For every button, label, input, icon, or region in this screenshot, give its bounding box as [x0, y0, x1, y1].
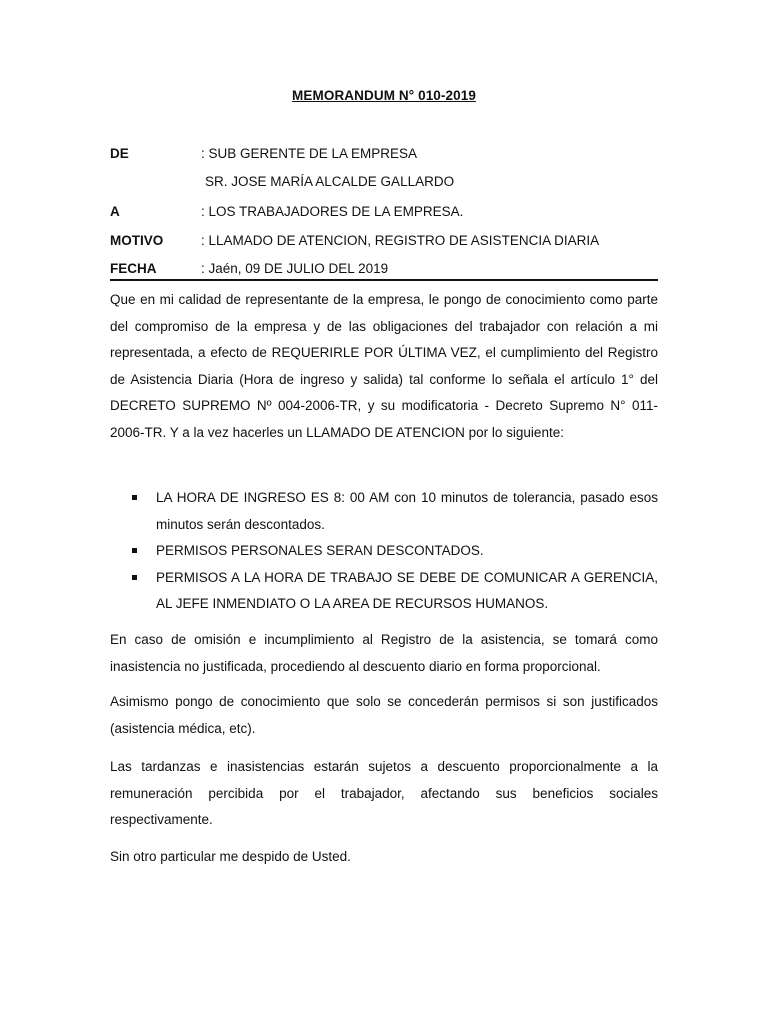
bullet-list	[110, 485, 658, 618]
a-value: : LOS TRABAJADORES DE LA EMPRESA.	[201, 204, 464, 219]
square-bullet-icon	[132, 575, 137, 580]
closing-paragraph: Sin otro particular me despido de Usted.	[110, 849, 351, 864]
memo-title: MEMORANDUM N° 010-2019	[292, 88, 476, 103]
motivo-label: MOTIVO	[110, 233, 164, 248]
motivo-value: : LLAMADO DE ATENCION, REGISTRO DE ASISTENCIA DIARIA	[201, 233, 600, 248]
de-value: : SUB GERENTE DE LA EMPRESA	[201, 146, 418, 161]
square-bullet-icon	[132, 548, 137, 553]
intro-paragraph: Que en mi calidad de representante de la empresa, le pongo de conocimiento como parte del compromiso de la empresa y de las obligaciones del trabajador con relación a mi representada, a efecto de REQUERIRLE POR ÚLTIMA VEZ, el cumplimiento del Registro de Asistencia Diaria (Hora de ingreso y salida) tal conforme lo señala el artículo 1° del DECRETO SUPREMO Nº 004-2006-TR, y su modificatoria - Decreto Supremo N° 011-2006-TR. Y a la vez hacerles un LLAMADO DE ATENCION por lo siguiente:	[110, 292, 658, 440]
bullet-text: PERMISOS PERSONALES SERAN DESCONTADOS.	[156, 543, 484, 558]
de-name: SR. JOSE MARÍA ALCALDE GALLARDO	[205, 174, 455, 189]
permisos-paragraph: Asimismo pongo de conocimiento que solo se concederán permisos si son justificados (asistencia médica, etc).	[110, 694, 658, 736]
bullet-item-hora-ingreso	[110, 485, 658, 538]
a-label: A	[110, 204, 120, 219]
bullet-text: PERMISOS A LA HORA DE TRABAJO SE DEBE DE COMUNICAR A GERENCIA, AL JEFE INMENDIATO O LA AREA DE RECURSOS HUMANOS.	[156, 569, 658, 611]
bullet-item-permisos-trabajo	[110, 565, 658, 618]
fecha-label: FECHA	[110, 261, 157, 276]
square-bullet-icon	[132, 495, 137, 500]
bullet-item-permisos-personales	[110, 538, 658, 565]
tardanzas-paragraph: Las tardanzas e inasistencias estarán sujetos a descuento proporcionalmente a la remuneración percibida por el trabajador, afectando sus beneficios sociales respectivamente.	[110, 759, 658, 827]
bullet-text: LA HORA DE INGRESO ES 8: 00 AM con 10 minutos de tolerancia, pasado esos minutos serán descontados.	[156, 490, 658, 532]
omision-paragraph: En caso de omisión e incumplimiento al Registro de la asistencia, se tomará como inasistencia no justificada, procediendo al descuento diario en forma proporcional.	[110, 632, 658, 674]
fecha-value: : Jaén, 09 DE JULIO DEL 2019	[201, 261, 389, 276]
header-divider	[110, 279, 658, 281]
de-label: DE	[110, 146, 129, 161]
